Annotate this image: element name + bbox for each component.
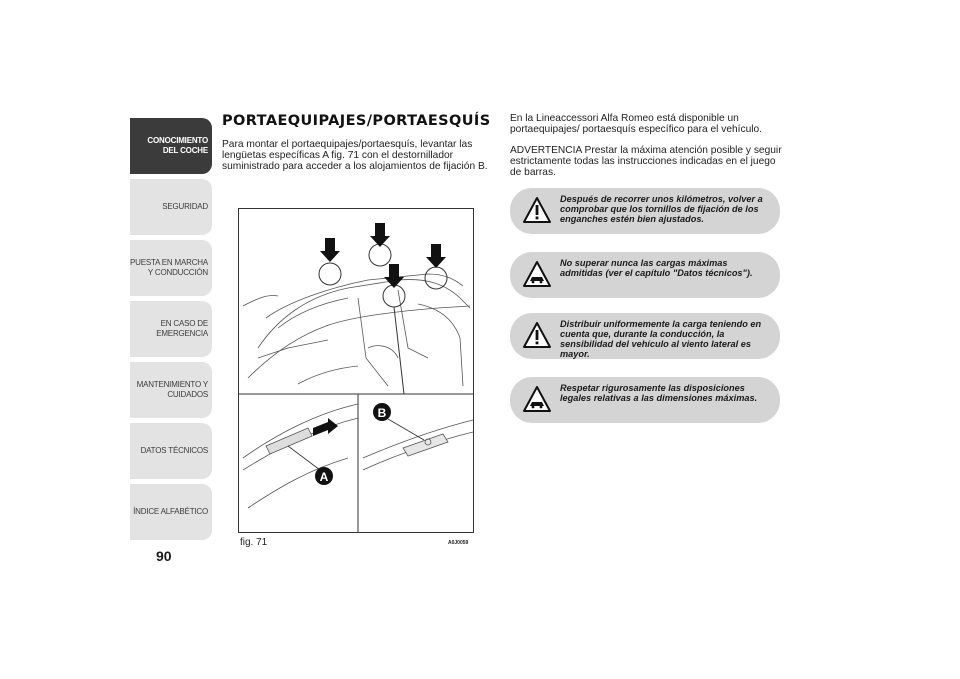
tab-en-caso-de-emergencia[interactable] [130, 301, 212, 357]
chapter-tabs [130, 118, 212, 545]
figure-code: A0J0059 [448, 540, 469, 546]
warning-box [510, 377, 780, 423]
tab-conocimiento-del-coche[interactable] [130, 118, 212, 174]
car-warning-icon [522, 385, 552, 413]
warning-box [510, 188, 780, 234]
section-title: PORTAEQUIPAJES/PORTAESQUÍS [222, 113, 491, 129]
warning-text: Después de recorrer unos kilómetros, volver a comprobar que los tornillos de fijación de los enganches estén bien ajustados. [560, 194, 763, 224]
tab-seguridad[interactable] [130, 179, 212, 235]
tab-mantenimiento[interactable] [130, 362, 212, 418]
warning-text: No superar nunca las cargas máximas admitidas (ver el capítulo "Datos técnicos"). [560, 258, 753, 278]
warning-triangle-icon [522, 196, 552, 224]
label-b: B [377, 406, 387, 420]
tab-label: PUESTA EN MARCHA Y CONDUCCIÓN [130, 258, 208, 277]
tab-label: DATOS TÉCNICOS [140, 446, 208, 455]
intro-paragraph: Para montar el portaequipajes/portaesquís, levantar las lengüetas específicas A fig. 71 con el destornillador suministrado para acceder a los alojamientos de fijación B. [222, 139, 488, 172]
warning-triangle-icon [522, 321, 552, 349]
figure-caption: fig. 71 [240, 537, 268, 548]
tab-indice-alfabetico[interactable] [130, 484, 212, 540]
advertencia-paragraph: ADVERTENCIA Prestar la máxima atención posible y seguir estrictamente todas las instrucciones indicadas en el juego de barras. [510, 145, 782, 178]
warning-text: Respetar rigurosamente las disposiciones legales relativas a las dimensiones máximas. [560, 383, 758, 403]
accessory-paragraph: En la Lineaccessori Alfa Romeo está disponible un portaequipajes/ portaesquís específico para el vehículo. [510, 113, 763, 135]
tab-label: SEGURIDAD [162, 202, 208, 211]
roof-rack-figure [238, 208, 474, 538]
label-a: A [319, 470, 329, 484]
car-warning-icon [522, 260, 552, 288]
warning-box [510, 313, 780, 359]
warning-text: Distribuir uniformemente la carga teniendo en cuenta que, durante la conducción, la sensibilidad del vehículo al viento lateral es mayor. [560, 319, 762, 359]
tab-label: MANTENIMIENTO Y CUIDADOS [136, 380, 208, 399]
tab-label: CONOCIMIENTO DEL COCHE [147, 136, 208, 155]
warning-box [510, 252, 780, 298]
car-roof-illustration [238, 208, 474, 533]
tab-puesta-en-marcha[interactable] [130, 240, 212, 296]
tab-label: EN CASO DE EMERGENCIA [156, 319, 208, 338]
page-number: 90 [156, 548, 172, 564]
tab-datos-tecnicos[interactable] [130, 423, 212, 479]
tab-label: ÍNDICE ALFABÉTICO [133, 507, 208, 516]
